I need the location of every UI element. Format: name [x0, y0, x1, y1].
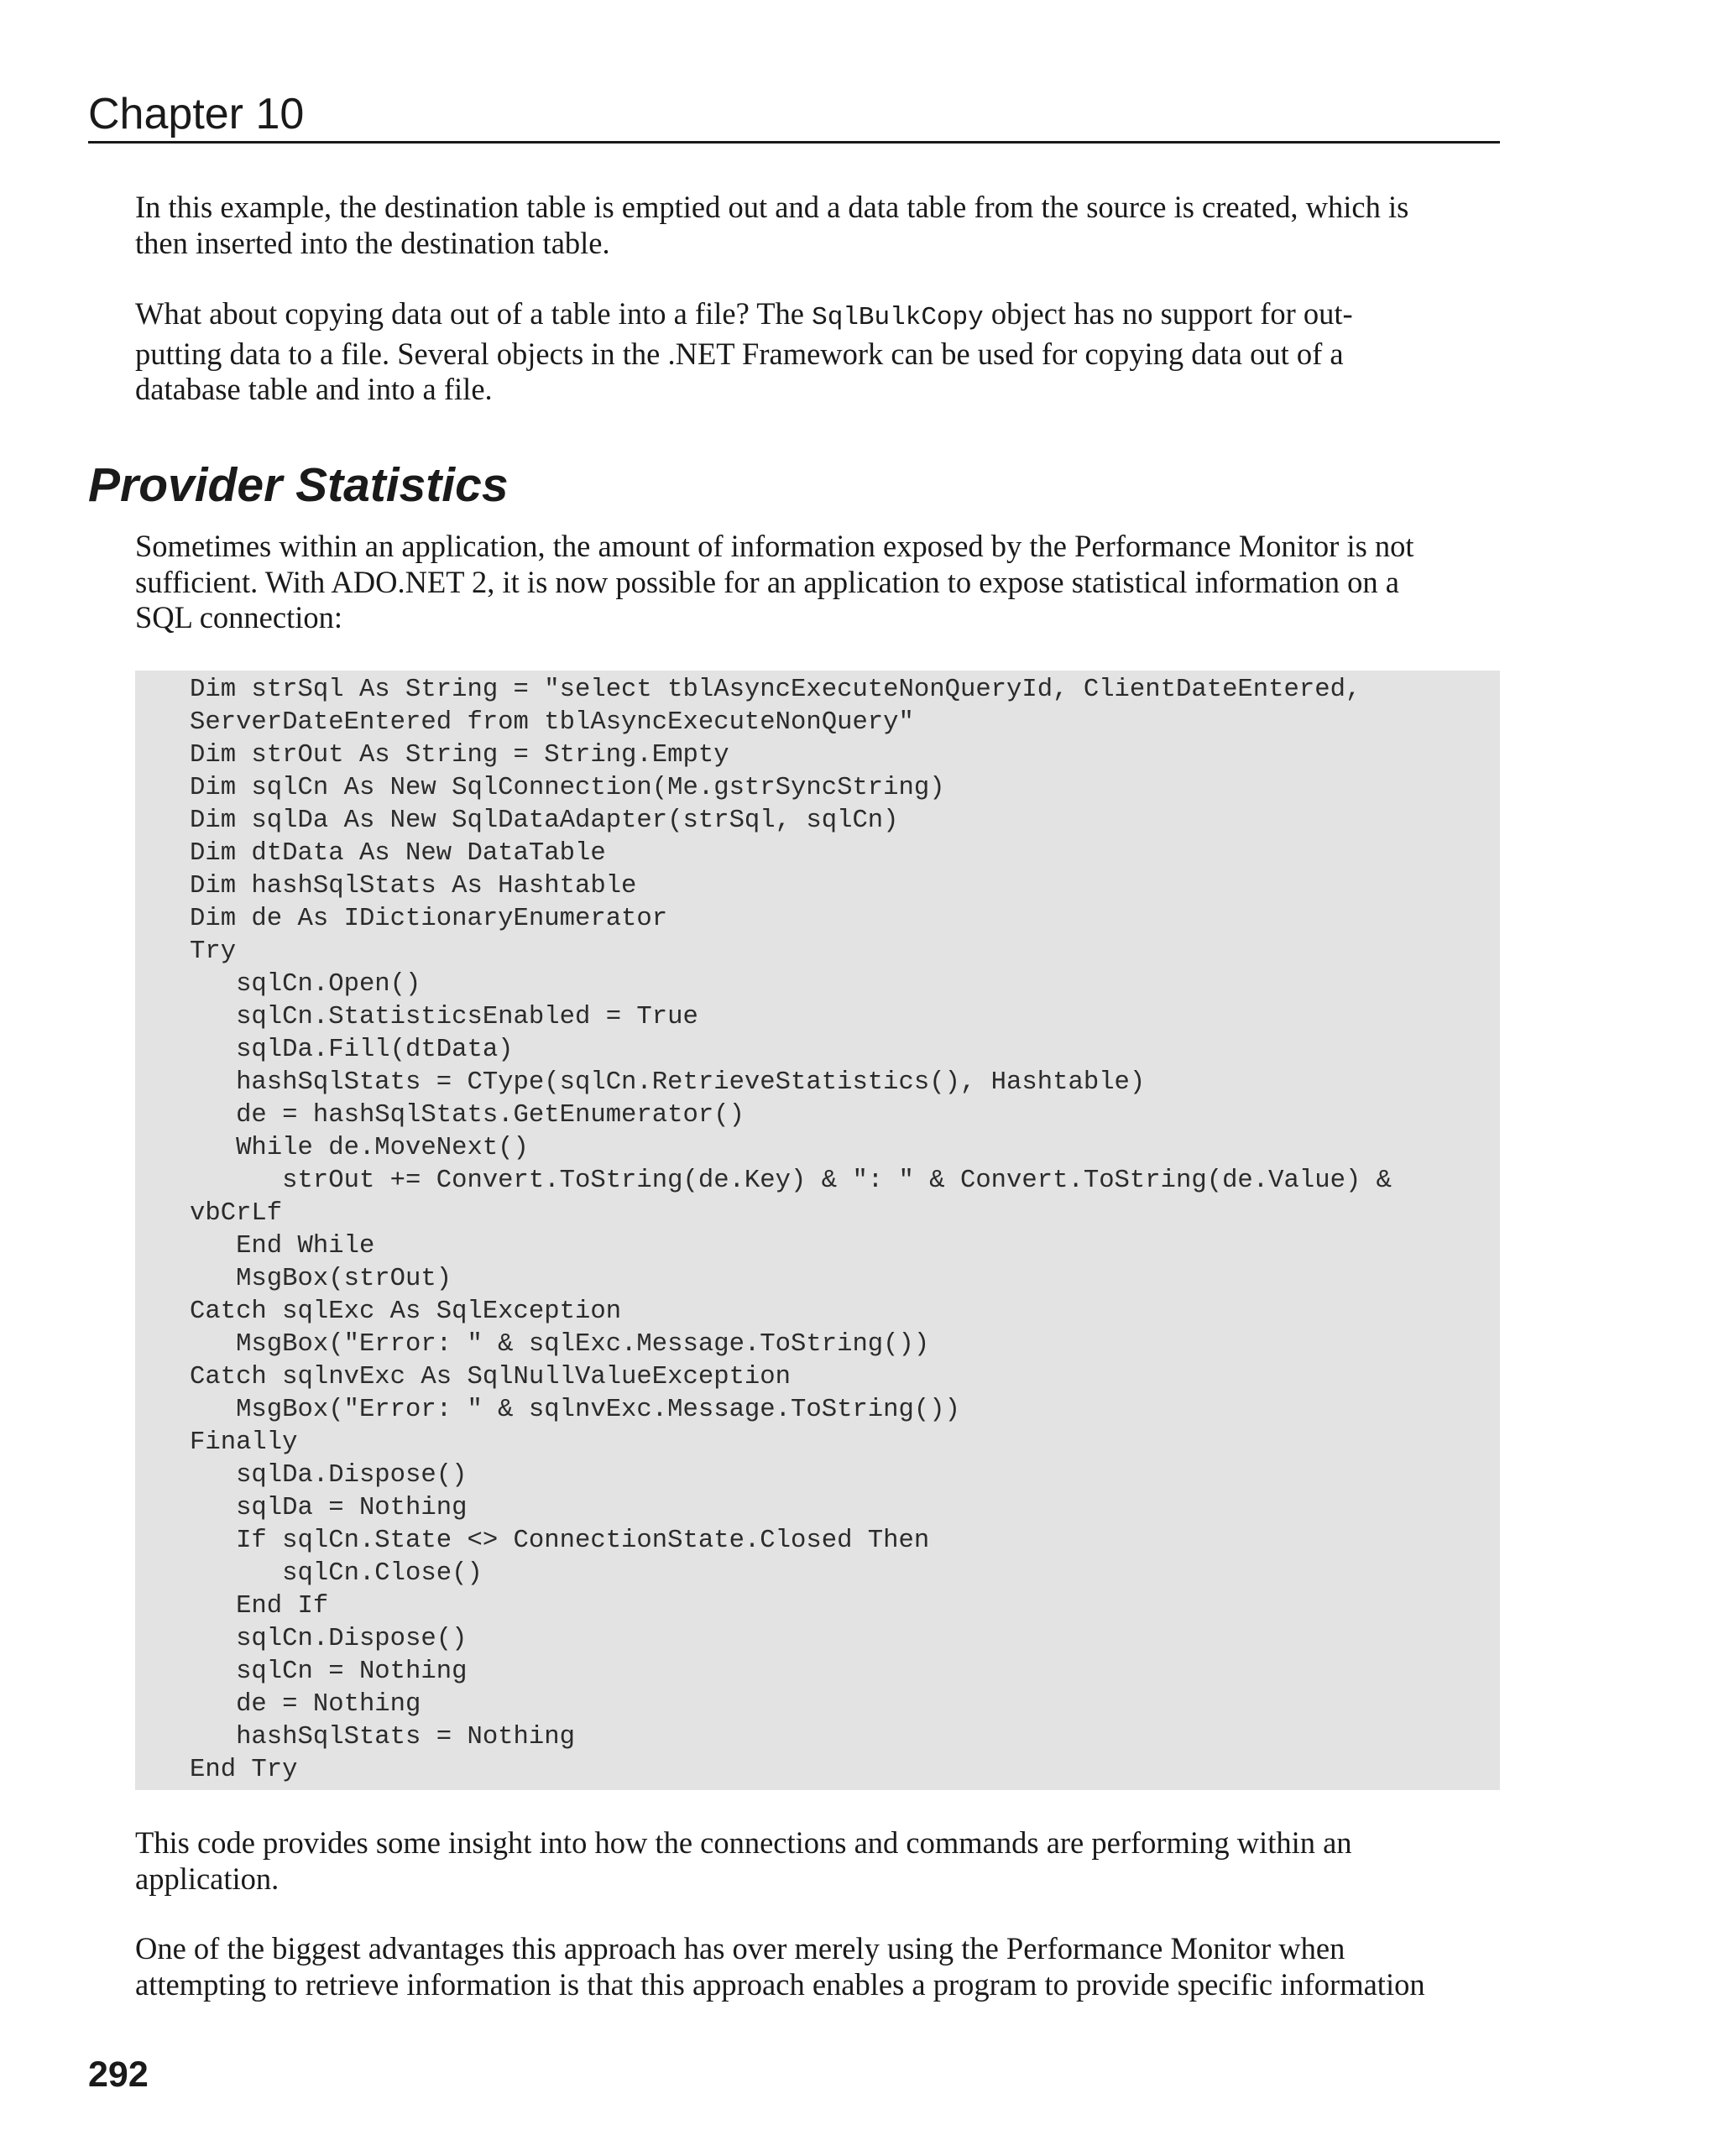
code-line: MsgBox("Error: " & sqlExc.Message.ToString()) — [190, 1330, 930, 1359]
section-heading: Provider Statistics — [88, 458, 509, 512]
code-line: sqlDa.Fill(dtData) — [190, 1036, 514, 1064]
code-line: Catch sqlExc As SqlException — [190, 1297, 622, 1326]
code-line: Dim dtData As New DataTable — [190, 839, 606, 868]
paragraph-destination-table — [135, 190, 1503, 261]
text-line: attempting to retrieve information is that this approach enables a program to provide specific information — [135, 1966, 1425, 2002]
text-line: application. — [135, 1861, 280, 1896]
code-line: Dim sqlCn As New SqlConnection(Me.gstrSyncString) — [190, 774, 945, 802]
text-line: In this example, the destination table is emptied out and a data table from the source is created, which is — [135, 190, 1409, 224]
paragraph-insight — [135, 1825, 1503, 1897]
code-line: sqlCn.StatisticsEnabled = True — [190, 1003, 698, 1031]
code-line: Try — [190, 937, 237, 966]
code-line: sqlCn.Open() — [190, 970, 421, 999]
text-line: sufficient. With ADO.NET 2, it is now possible for an application to expose statistical information on a — [135, 564, 1399, 599]
code-line: End Try — [190, 1756, 298, 1784]
code-line: sqlCn.Close() — [190, 1559, 483, 1588]
paragraph-copy-to-file — [135, 296, 1503, 408]
code-line: Dim strOut As String = String.Empty — [190, 741, 729, 770]
text-segment: object has no support for out- — [983, 296, 1353, 331]
code-line: vbCrLf — [190, 1199, 283, 1228]
code-line: strOut += Convert.ToString(de.Key) & ": " & Convert.ToString(de.Value) & — [190, 1167, 1392, 1195]
code-line: If sqlCn.State <> ConnectionState.Closed Then — [190, 1527, 930, 1555]
text-line: SQL connection: — [135, 600, 342, 634]
chapter-header — [88, 88, 1500, 144]
code-line: sqlDa = Nothing — [190, 1494, 468, 1522]
text-line: Sometimes within an application, the amount of information exposed by the Performance Monitor is not — [135, 529, 1414, 563]
inline-code: SqlBulkCopy — [812, 303, 984, 332]
paragraph-intro — [135, 529, 1503, 636]
code-line: Dim de As IDictionaryEnumerator — [190, 905, 668, 933]
code-line: Dim strSql As String = "select tblAsyncExecuteNonQueryId, ClientDateEntered, — [190, 676, 1361, 704]
code-line: sqlCn.Dispose() — [190, 1625, 468, 1653]
paragraph-advantages — [135, 1931, 1503, 2002]
code-line: Finally — [190, 1428, 298, 1457]
code-line: End While — [190, 1232, 375, 1261]
code-line: hashSqlStats = Nothing — [190, 1723, 575, 1751]
code-line: End If — [190, 1592, 329, 1621]
text-line: This code provides some insight into how the connections and commands are performing within an — [135, 1825, 1352, 1860]
code-line: de = Nothing — [190, 1690, 421, 1719]
text-line: then inserted into the destination table. — [135, 225, 610, 260]
text-segment: What about copying data out of a table into a file? The — [135, 296, 812, 331]
code-line: Dim sqlDa As New SqlDataAdapter(strSql, sqlCn) — [190, 807, 899, 835]
text-line: putting data to a file. Several objects in the .NET Framework can be used for copying data out of a — [135, 336, 1344, 371]
page-number: 292 — [88, 2054, 149, 2095]
code-line: sqlCn = Nothing — [190, 1657, 468, 1686]
code-line: Dim hashSqlStats As Hashtable — [190, 872, 637, 901]
chapter-title: Chapter 10 — [88, 90, 305, 138]
text-line: database table and into a file. — [135, 372, 493, 406]
code-line: hashSqlStats = CType(sqlCn.RetrieveStatistics(), Hashtable) — [190, 1068, 1146, 1097]
code-line: While de.MoveNext() — [190, 1134, 529, 1162]
text-line: One of the biggest advantages this approach has over merely using the Performance Monitor when — [135, 1931, 1345, 1965]
code-line: Catch sqlnvExc As SqlNullValueException — [190, 1363, 792, 1391]
code-line: ServerDateEntered from tblAsyncExecuteNonQuery" — [190, 708, 914, 737]
code-line: de = hashSqlStats.GetEnumerator() — [190, 1101, 745, 1130]
code-line: sqlDa.Dispose() — [190, 1461, 468, 1490]
code-block — [135, 671, 1500, 1790]
code-line: MsgBox(strOut) — [190, 1265, 452, 1293]
code-line: MsgBox("Error: " & sqlnvExc.Message.ToString()) — [190, 1396, 960, 1424]
